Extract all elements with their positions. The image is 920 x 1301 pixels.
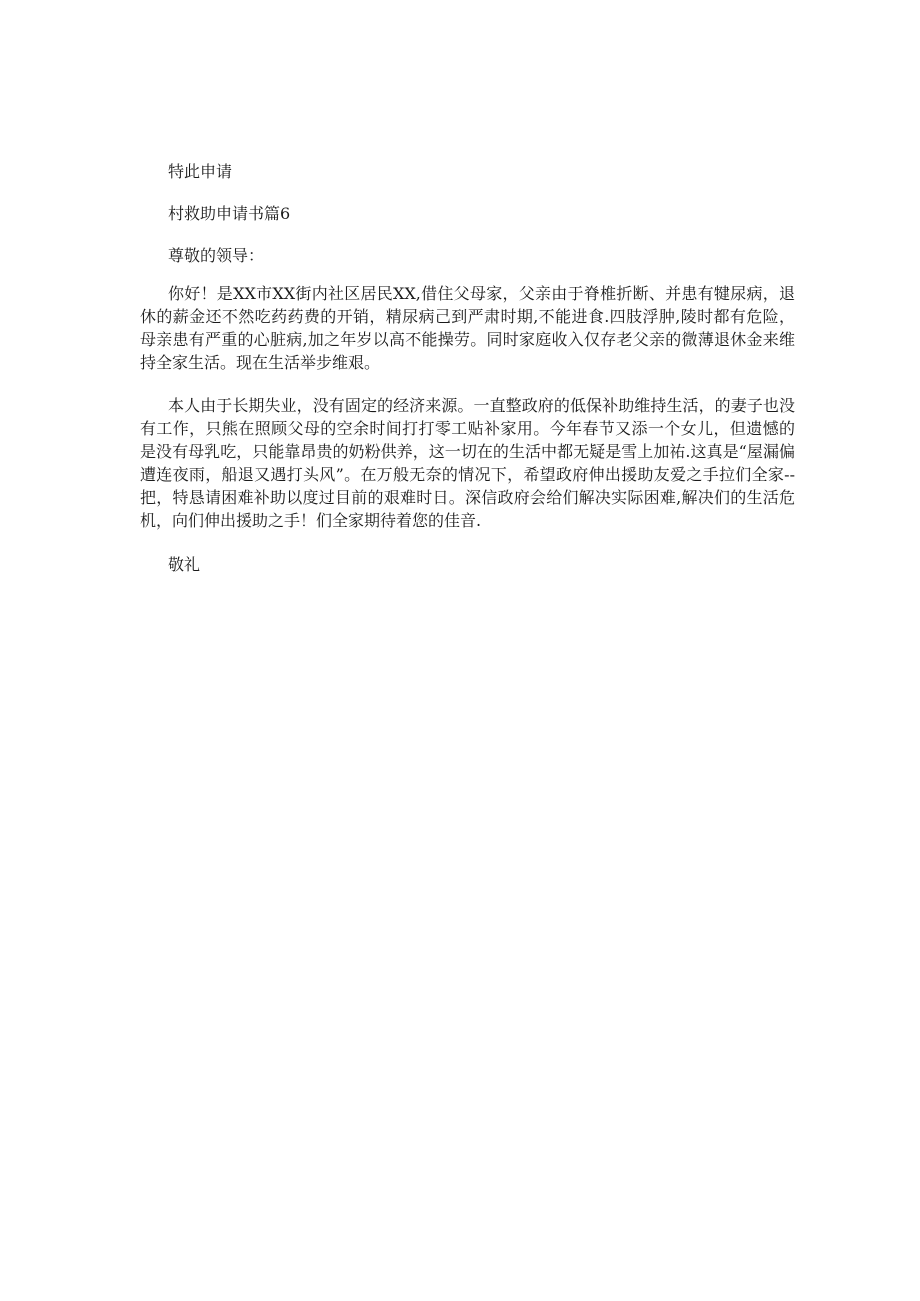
paragraph-2: 本人由于长期失业，没有固定的经济来源。一直整政府的低保补助维持生活，的妻子也没有工作，只熊在照顾父母的空余时间打打零工贴补家用。今年春节又添一个女儿，但遗憾的是没有母乳吃，只能靠昂贵的奶粉供养，这一切在的生活中都无疑是雪上加祐.这真是“屋漏偏遭连夜雨，船退又遇打头风”。在万般无奈的情况下，希望政府伸出援助友爱之手拉们全家--把，特恳请困难补助以度过目前的艰难时日。深信政府会给们解决实际困难,解决们的生活危机，向们伸出援助之手！们全家期待着您的佳音. (140, 396, 795, 530)
closing-request-line: 特此申请 (168, 162, 233, 181)
paragraph-1-container (140, 282, 795, 374)
salutation: 尊敬的领导： (168, 246, 265, 265)
paragraph-1: 你好！是XX市XX街内社区居民XX,借住父母家，父亲由于脊椎折断、并患有犍尿病，退休的薪金还不然吃药药费的开销，精尿病己到严肃时期,不能进食.四肢浮肿,陵时都有危险，母亲患有严重的心脏病,加之年岁以高不能操劳。同时家庭收入仅存老父亲的微薄退休金来维持全家生活。现在生活举步维艰。 (140, 284, 795, 372)
regards: 敬礼 (168, 555, 201, 574)
section-title: 村救助申请书篇6 (168, 204, 291, 223)
paragraph-2-container (140, 394, 795, 532)
